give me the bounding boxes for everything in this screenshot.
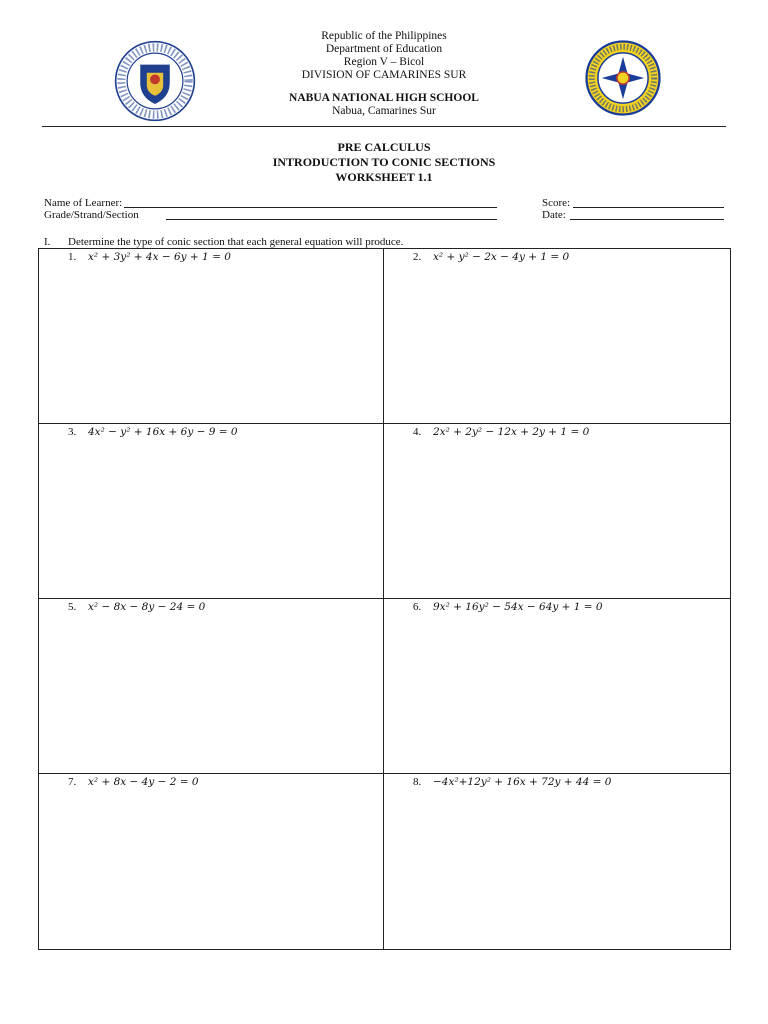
answer-box-5[interactable] — [39, 599, 384, 774]
item-number: 5. — [68, 601, 77, 613]
topic-title: INTRODUCTION TO CONIC SECTIONS — [272, 155, 496, 169]
worksheet-titles — [0, 140, 768, 185]
name-field[interactable] — [124, 207, 497, 208]
school-location: Nabua, Camarines Sur — [332, 105, 436, 117]
grade-label: Grade/Strand/Section — [44, 209, 139, 221]
answer-box-7[interactable] — [39, 774, 384, 949]
item-equation: x² + 3y² + 4x − 6y + 1 = 0 — [88, 251, 231, 263]
item-equation: x² − 8x − 8y − 24 = 0 — [88, 601, 206, 613]
item-equation: x² + y² − 2x − 4y + 1 = 0 — [433, 251, 570, 263]
answer-box-2[interactable] — [384, 249, 730, 424]
item-number: 3. — [68, 426, 77, 438]
item-number: 6. — [413, 601, 422, 613]
item-equation: 9x² + 16y² − 54x − 64y + 1 = 0 — [433, 601, 603, 613]
item-equation: 4x² − y² + 16x + 6y − 9 = 0 — [88, 426, 238, 438]
item-number: 8. — [413, 776, 422, 788]
item-number: 1. — [68, 251, 77, 263]
item-equation: x² + 8x − 4y − 2 = 0 — [88, 776, 199, 788]
school-name: NABUA NATIONAL HIGH SCHOOL — [289, 92, 479, 104]
header-line-department: Department of Education — [325, 43, 443, 55]
grade-field[interactable] — [166, 219, 497, 220]
item-number: 7. — [68, 776, 77, 788]
item-number: 2. — [413, 251, 422, 263]
worksheet-number: WORKSHEET 1.1 — [335, 170, 433, 184]
document-header — [0, 30, 768, 118]
instruction — [44, 236, 403, 248]
header-line-republic: Republic of the Philippines — [321, 30, 447, 42]
name-label: Name of Learner: — [44, 197, 123, 209]
header-line-region: Region V – Bicol — [343, 56, 425, 68]
answer-box-4[interactable] — [384, 424, 730, 599]
item-equation: 2x² + 2y² − 12x + 2y + 1 = 0 — [433, 426, 590, 438]
instruction-text: Determine the type of conic section that each general equation will produce. — [68, 236, 404, 248]
subject-title: PRE CALCULUS — [337, 140, 431, 154]
answer-box-8[interactable] — [384, 774, 730, 949]
item-number: 4. — [413, 426, 422, 438]
answer-box-3[interactable] — [39, 424, 384, 599]
header-line-division: DIVISION OF CAMARINES SUR — [301, 69, 467, 81]
answer-grid — [38, 248, 731, 950]
date-field[interactable] — [570, 219, 724, 220]
answer-box-6[interactable] — [384, 599, 730, 774]
score-field[interactable] — [573, 207, 724, 208]
score-label: Score: — [542, 197, 571, 209]
date-label: Date: — [542, 209, 566, 221]
instruction-numeral: I. — [44, 236, 51, 248]
answer-box-1[interactable] — [39, 249, 384, 424]
item-equation: −4x²+12y² + 16x + 72y + 44 = 0 — [433, 776, 612, 788]
learner-info-fields — [44, 197, 734, 221]
header-divider — [42, 126, 726, 127]
